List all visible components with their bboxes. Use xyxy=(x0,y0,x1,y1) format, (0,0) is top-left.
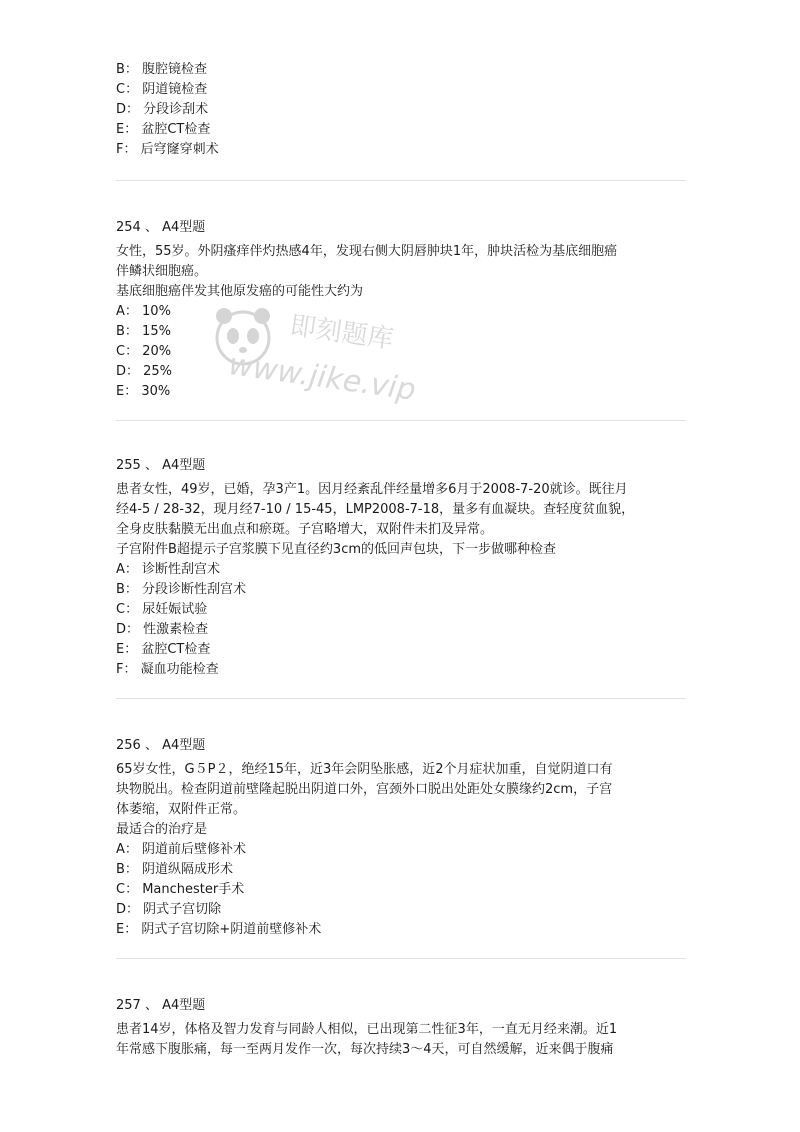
question-254 xyxy=(116,218,686,402)
option-b: B： 腹腔镜检查 xyxy=(116,62,208,77)
option-d: D： 性激素检查 xyxy=(116,622,209,637)
divider xyxy=(116,420,686,421)
option-c: C： 阴道镜检查 xyxy=(116,82,208,97)
option-c: C： 20% xyxy=(116,344,172,359)
option-f: F： 凝血功能检查 xyxy=(116,662,219,677)
question-257 xyxy=(116,996,686,1060)
divider xyxy=(116,180,686,181)
option-b: B： 15% xyxy=(116,324,171,339)
option-f: F： 后穹窿穿刺术 xyxy=(116,142,219,157)
question-prompt: 子宫附件B超提示子宫浆膜下见直径约3cm的低回声包块，下一步做哪种检查 xyxy=(116,542,557,557)
question-header: 255 、 A4型题 xyxy=(116,458,206,473)
question-header: 257 、 A4型题 xyxy=(116,998,206,1013)
option-d: D： 25% xyxy=(116,364,173,379)
option-a: A： 阴道前后壁修补术 xyxy=(116,842,247,857)
divider xyxy=(116,698,686,699)
option-e: E： 30% xyxy=(116,384,171,399)
question-stem-line: 患者女性，49岁，已婚，孕3产1。因月经紊乱伴经量增多6月于2008-7-20就诊。既往月 xyxy=(116,482,628,497)
question-header: 256 、 A4型题 xyxy=(116,738,206,753)
question-stem-line: 女性，55岁。外阴瘙痒伴灼热感4年，发现右侧大阴唇肿块1年，肿块活检为基底细胞癌 xyxy=(116,244,618,259)
question-stem-line: 块物脱出。检查阴道前壁隆起脱出阴道口外，宫颈外口脱出处距处女膜缘约2cm，子宫 xyxy=(116,782,613,797)
question-stem-line: 年常感下腹胀痛，每一至两月发作一次，每次持续3～4天，可自然缓解，近来偶于腹痛 xyxy=(116,1042,614,1057)
option-b: B： 分段诊断性刮宫术 xyxy=(116,582,247,597)
question-256 xyxy=(116,736,686,940)
option-b: B： 阴道纵隔成形术 xyxy=(116,862,234,877)
option-e: E： 盆腔CT检查 xyxy=(116,122,211,137)
watermark-url: www.jike.vip xyxy=(226,347,418,408)
question-header: 254 、 A4型题 xyxy=(116,220,206,235)
watermark-brand: 即刻题库 xyxy=(288,310,396,356)
question-prompt: 最适合的治疗是 xyxy=(116,822,208,837)
option-a: A： 诊断性刮宫术 xyxy=(116,562,221,577)
option-d: D： 阴式子宫切除 xyxy=(116,902,222,917)
question-stem-line: 65岁女性，G５P２，绝经15年，近3年会阴坠胀感，近2个月症状加重，自觉阴道口有 xyxy=(116,762,613,777)
question-stem-line: 患者14岁，体格及智力发育与同龄人相似，已出现第二性征3年，一直无月经来潮。近1 xyxy=(116,1022,618,1037)
question-stem-line: 全身皮肤黏膜无出血点和瘀斑。子宫略增大，双附件未扪及异常。 xyxy=(116,522,494,537)
option-a: A： 10% xyxy=(116,304,171,319)
question-255 xyxy=(116,456,686,680)
divider xyxy=(116,958,686,959)
question-stem-line: 伴鳞状细胞癌。 xyxy=(116,264,208,279)
option-e: E： 盆腔CT检查 xyxy=(116,642,211,657)
question-stem-line: 经4-5 / 28-32，现月经7-10 / 15-45，LMP2008-7-18，量多有血凝块。查轻度贫血貌， xyxy=(116,502,635,517)
option-c: C： 尿妊娠试验 xyxy=(116,602,208,617)
prev-question-options xyxy=(116,60,686,160)
option-c: C： Manchester手术 xyxy=(116,882,245,897)
question-stem-line: 体萎缩，双附件正常。 xyxy=(116,802,247,817)
option-e: E： 阴式子宫切除+阴道前壁修补术 xyxy=(116,922,322,937)
question-prompt: 基底细胞癌伴发其他原发癌的可能性大约为 xyxy=(116,284,364,299)
option-d: D： 分段诊刮术 xyxy=(116,102,209,117)
